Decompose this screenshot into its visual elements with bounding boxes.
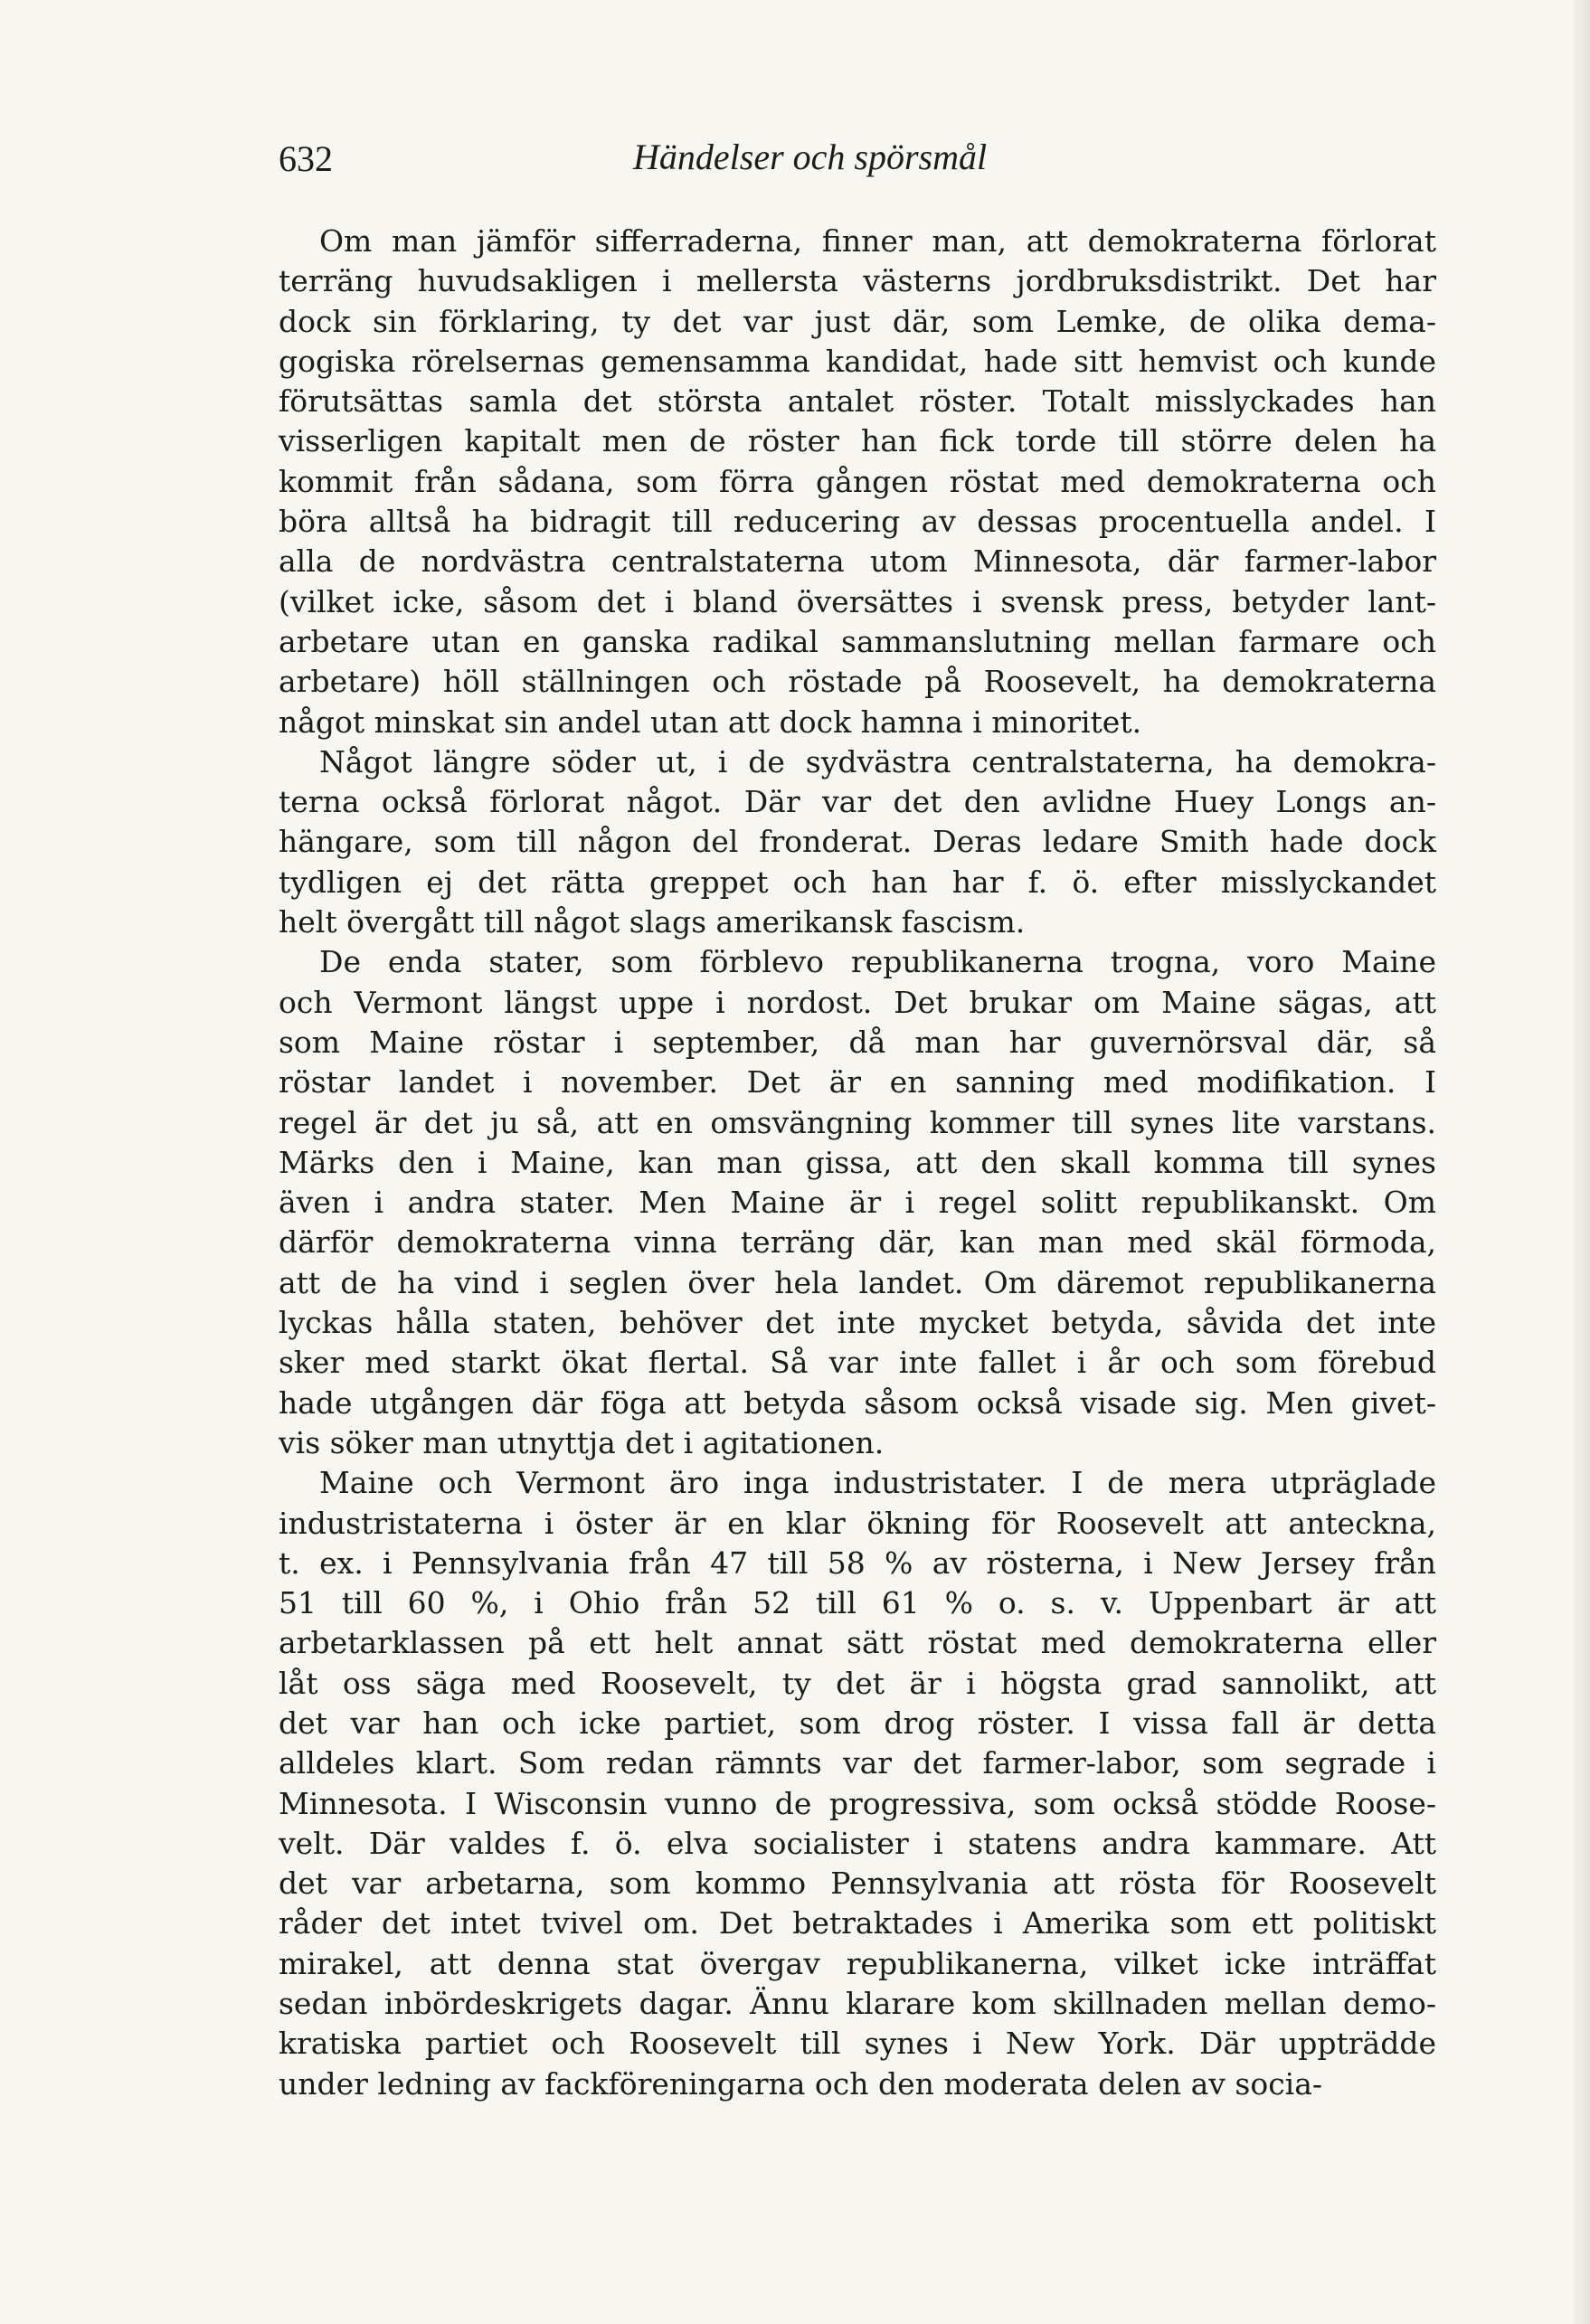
text-line: arbetare) höll ställningen och röstade på Roosevelt, ha demokraterna [279, 664, 1436, 700]
text-line: förutsättas samla det största antalet röster. Totalt misslyckades han [279, 383, 1436, 420]
text-line: Märks den i Maine, kan man gissa, att den skall komma till synes [279, 1144, 1436, 1180]
text-line: det var arbetarna, som kommo Pennsylvania att rösta för Roosevelt [279, 1866, 1436, 1902]
text-line: under ledning av fackföreningarna och den moderata delen av socia- [279, 2065, 1323, 2102]
text-line: som Maine röstar i september, då man har guvernörsval där, så [279, 1024, 1436, 1060]
text-line: De enda stater, som förblevo republikanerna trogna, voro Maine [319, 944, 1436, 980]
text-line: velt. Där valdes f. ö. elva socialister i statens andra kammare. Att [279, 1825, 1436, 1861]
text-line: råder det intet tvivel om. Det betraktades i Amerika som ett politiskt [279, 1905, 1436, 1941]
text-line: att de ha vind i seglen över hela landet. Om däremot republikanerna [279, 1264, 1436, 1300]
text-line: alldeles klart. Som redan rämnts var det farmer-labor, som segrade i [279, 1745, 1436, 1781]
text-line: sker med starkt ökat flertal. Så var inte fallet i år och som förebud [279, 1345, 1436, 1381]
text-line: böra alltså ha bidragit till reducering av dessas procentuella andel. I [279, 504, 1436, 540]
text-line: terräng huvudsakligen i mellersta västerns jordbruksdistrikt. Det har [279, 263, 1436, 299]
paragraph [279, 742, 1436, 942]
paragraph [279, 942, 1436, 1463]
text-line: Minnesota. I Wisconsin vunno de progressiva, som också stödde Roose- [279, 1785, 1436, 1821]
text-line: terna också förlorat något. Där var det den avlidne Huey Longs an- [279, 784, 1436, 820]
text-line: helt övergått till något slags amerikansk fascism. [279, 904, 1026, 940]
paragraph [279, 222, 1436, 742]
text-line: regel är det ju så, att en omsvängning kommer till synes lite varstans. [279, 1104, 1436, 1140]
text-line: alla de nordvästra centralstaterna utom Minnesota, där farmer-labor [279, 543, 1436, 580]
text-line: sedan inbördeskrigets dagar. Ännu klarare kom skillnaden mellan demo- [279, 1986, 1436, 2022]
running-head: Händelser och spörsmål [633, 137, 988, 177]
text-line: kommit från sådana, som förra gången röstat med demokraterna och [279, 463, 1436, 499]
text-line: vis söker man utnyttja det i agitationen. [279, 1424, 885, 1460]
text-line: gogiska rörelsernas gemensamma kandidat, hade sitt hemvist och kunde [279, 343, 1436, 379]
text-line: det var han och icke partiet, som drog röster. I vissa fall är detta [279, 1705, 1436, 1741]
text-line: mirakel, att denna stat övergav republikanerna, vilket icke inträffat [279, 1945, 1436, 1981]
text-line: tydligen ej det rätta greppet och han har f. ö. efter misslyckandet [279, 864, 1436, 900]
text-line: t. ex. i Pennsylvania från 47 till 58 % av rösterna, i New Jersey från [279, 1545, 1436, 1581]
text-line: och Vermont längst uppe i nordost. Det brukar om Maine sägas, att [279, 984, 1436, 1020]
text-line: lyckas hålla staten, behöver det inte mycket betyda, såvida det inte [279, 1305, 1436, 1341]
paragraph [279, 1463, 1436, 2104]
text-line: arbetare utan en ganska radikal sammanslutning mellan farmare och [279, 623, 1436, 659]
text-line: hängare, som till någon del fronderat. Deras ledare Smith hade dock [279, 824, 1436, 860]
text-line: arbetarklassen på ett helt annat sätt röstat med demokraterna eller [279, 1625, 1436, 1661]
text-line: Om man jämför sifferraderna, finner man, att demokraterna förlorat [319, 223, 1436, 259]
body-text [279, 222, 1436, 2104]
text-line: visserligen kapitalt men de röster han fick torde till större delen ha [279, 423, 1436, 459]
text-line: kratiska partiet och Roosevelt till synes i New York. Där uppträdde [279, 2026, 1436, 2062]
page-number: 632 [279, 138, 333, 179]
text-line: (vilket icke, såsom det i bland översättes i svensk press, betyder lant- [279, 583, 1436, 619]
text-line: Maine och Vermont äro inga industristater. I de mera utpräglade [319, 1465, 1436, 1501]
text-line: industristaterna i öster är en klar ökning för Roosevelt att anteckna, [279, 1505, 1436, 1541]
text-line: låt oss säga med Roosevelt, ty det är i högsta grad sannolikt, att [279, 1665, 1436, 1701]
page-edge-shadow [1574, 0, 1590, 2324]
text-line: även i andra stater. Men Maine är i regel solitt republikanskt. Om [279, 1185, 1436, 1221]
text-line: 51 till 60 %, i Ohio från 52 till 61 % o. s. v. Uppenbart är att [279, 1585, 1436, 1621]
text-line: röstar landet i november. Det är en sanning med modifikation. I [279, 1064, 1436, 1101]
text-line: något minskat sin andel utan att dock hamna i minoritet. [279, 704, 1142, 740]
text-line: dock sin förklaring, ty det var just där, som Lemke, de olika dema- [279, 303, 1436, 339]
text-line: hade utgången där föga att betyda såsom också visade sig. Men givet- [279, 1384, 1436, 1421]
text-line: därför demokraterna vinna terräng där, kan man med skäl förmoda, [279, 1224, 1436, 1261]
text-line: Något längre söder ut, i de sydvästra centralstaterna, ha demokra- [319, 743, 1436, 779]
